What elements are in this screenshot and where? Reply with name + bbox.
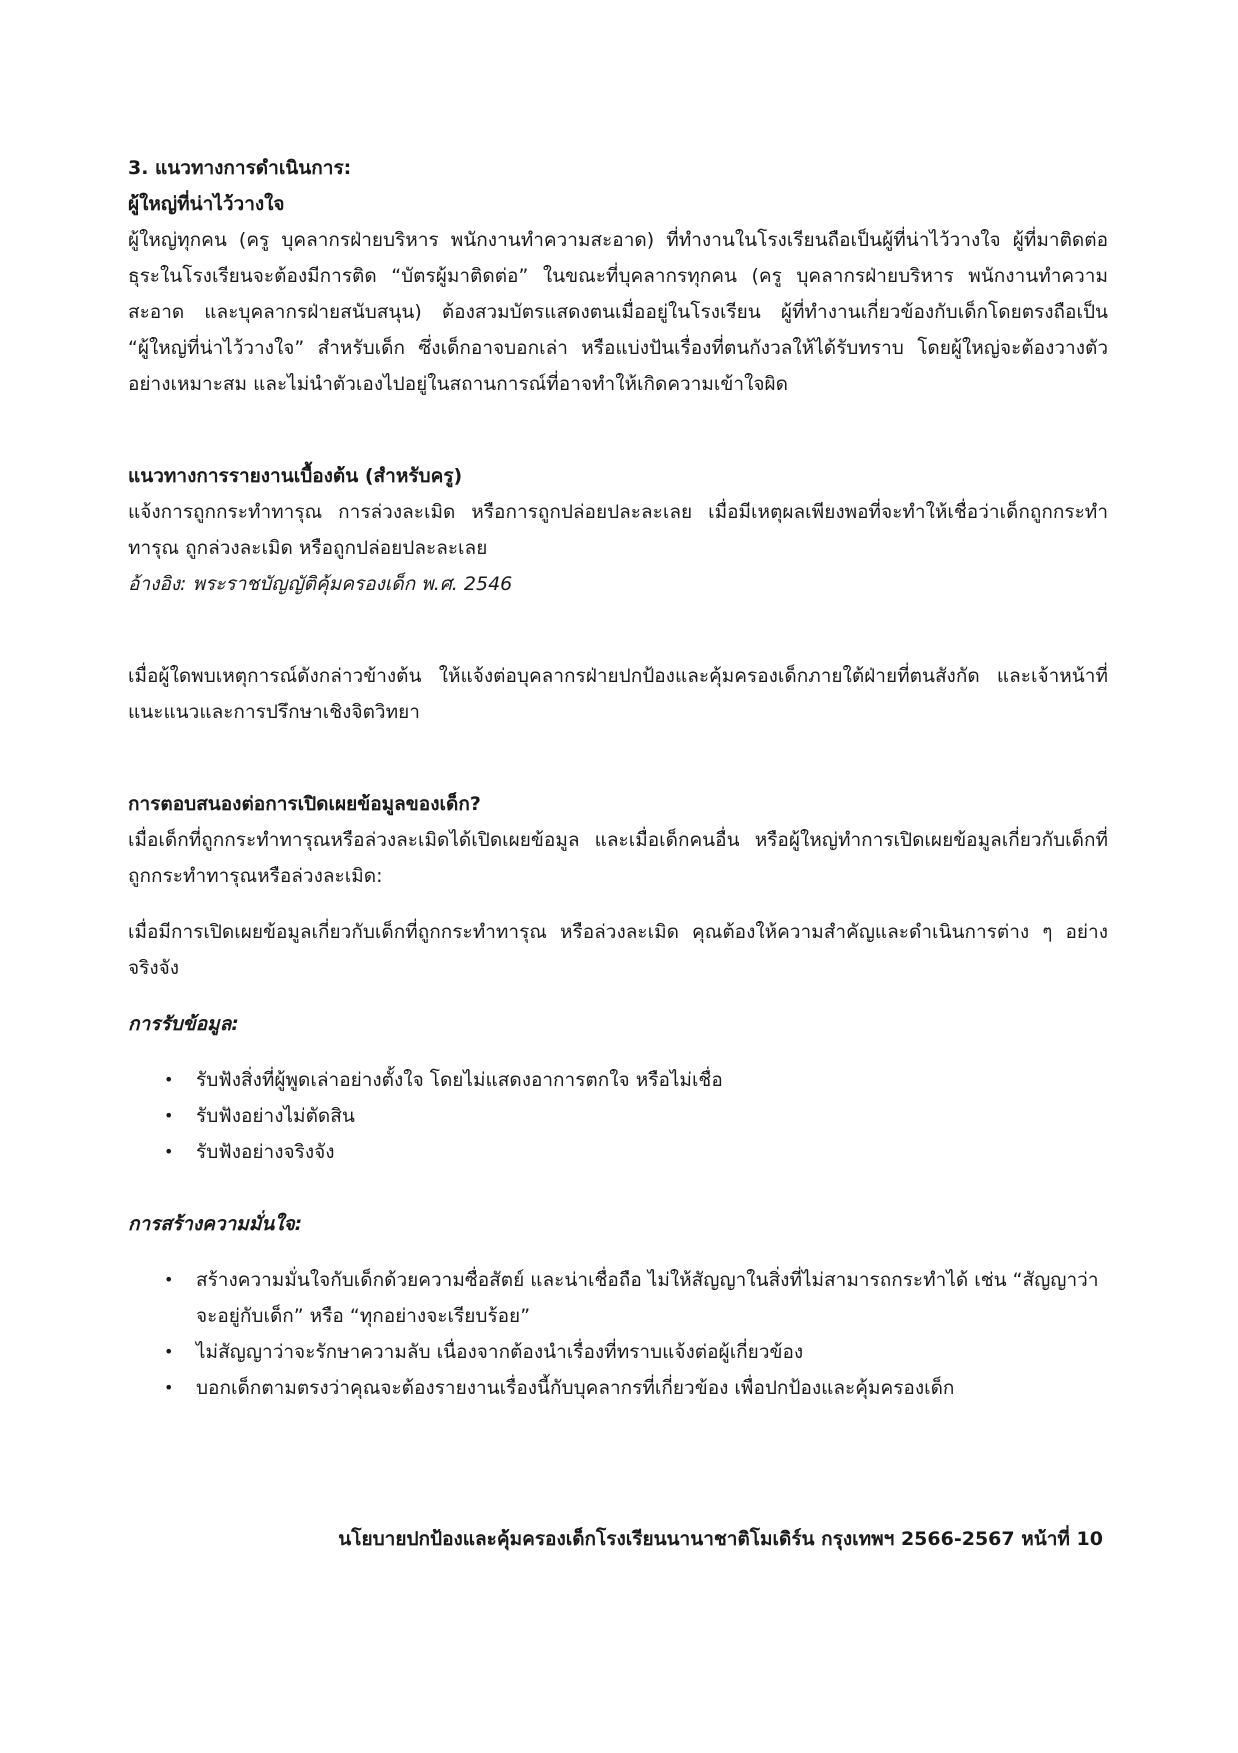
section-title-reporting: แนวทางการรายงานเบื้องต้น (สำหรับครู)	[128, 465, 463, 487]
list-item	[164, 1334, 1108, 1370]
subheading-confidence: การสร้างความมั่นใจ:	[128, 1213, 303, 1235]
list-item-text: ไม่สัญญาว่าจะรักษาความลับ เนื่องจากต้องนำเรื่องที่ทราบแจ้งต่อผู้เกี่ยวข้อง	[196, 1341, 804, 1363]
list-item	[164, 1134, 1108, 1170]
list-item	[164, 1098, 1108, 1134]
reference-text: อ้างอิง: พระราชบัญญัติคุ้มครองเด็ก พ.ศ. 2546	[128, 573, 513, 595]
bullet-icon: •	[164, 1342, 174, 1361]
bullet-icon: •	[164, 1270, 174, 1289]
receiving-list	[128, 1062, 1108, 1170]
confidence-list	[128, 1262, 1108, 1406]
list-item-text: รับฟังอย่างจริงจัง	[196, 1141, 335, 1163]
list-item-text: สร้างความมั่นใจกับเด็กด้วยความซื่อสัตย์ และน่าเชื่อถือ ไม่ให้สัญญาในสิ่งที่ไม่สามารถกระทำได้ เช่น “สัญญาว่าจะอยู่กับเด็ก” หรือ “ทุกอย่างจะเรียบร้อย”	[196, 1269, 1099, 1327]
list-item-text: รับฟังสิ่งที่ผู้พูดเล่าอย่างตั้งใจ โดยไม่แสดงอาการตกใจ หรือไม่เชื่อ	[196, 1069, 723, 1091]
list-item-text: บอกเด็กตามตรงว่าคุณจะต้องรายงานเรื่องนี้กับบุคลากรที่เกี่ยวข้อง เพื่อปกป้องและคุ้มครองเด็ก	[196, 1377, 955, 1399]
bullet-icon: •	[164, 1106, 174, 1125]
paragraph-disclosure-2: เมื่อมีการเปิดเผยข้อมูลเกี่ยวกับเด็กที่ถูกกระทำทารุณ หรือล่วงละเมิด คุณต้องให้ความสำคัญและดำเนินการต่าง ๆ อย่างจริงจัง	[128, 921, 1108, 979]
bullet-icon: •	[164, 1070, 174, 1089]
page-footer: นโยบายปกป้องและคุ้มครองเด็กโรงเรียนนานาชาติโมเดิร์น กรุงเทพฯ 2566-2567 หน้าที่ 10	[338, 1528, 1103, 1550]
section-title-disclosure: การตอบสนองต่อการเปิดเผยข้อมูลของเด็ก?	[128, 793, 481, 815]
subheading-receiving: การรับข้อมูล:	[128, 1013, 239, 1035]
bullet-icon: •	[164, 1142, 174, 1161]
list-item-text: รับฟังอย่างไม่ตัดสิน	[196, 1105, 355, 1127]
section-title-guidelines: 3. แนวทางการดำเนินการ:	[128, 157, 352, 179]
paragraph-reporting: แจ้งการถูกกระทำทารุณ การล่วงละเมิด หรือการถูกปล่อยปละละเลย เมื่อมีเหตุผลเพียงพอที่จะทำให้เชื่อว่าเด็กถูกกระทำทารุณ ถูกล่วงละเมิด หรือถูกปล่อยปละละเลย	[128, 501, 1108, 559]
bullet-icon: •	[164, 1378, 174, 1397]
section-subtitle-trusted-adult: ผู้ใหญ่ที่น่าไว้วางใจ	[128, 193, 285, 215]
paragraph-trusted-adult: ผู้ใหญ่ทุกคน (ครู บุคลากรฝ่ายบริหาร พนักงานทำความสะอาด) ที่ทำงานในโรงเรียนถือเป็นผู้ที่น่าไว้วางใจ ผู้ที่มาติดต่อธุระในโรงเรียนจะต้องมีการติด “บัตรผู้มาติดต่อ” ในขณะที่บุคลากรทุกคน (ครู บุคลากรฝ่ายบริหาร พนักงานทำความสะอาด และบุคลากรฝ่ายสนับสนุน) ต้องสวมบัตรแสดงตนเมื่ออยู่ในโรงเรียน ผู้ที่ทำงานเกี่ยวข้องกับเด็กโดยตรงถือเป็น “ผู้ใหญ่ที่น่าไว้วางใจ” สำหรับเด็ก ซึ่งเด็กอาจบอกเล่า หรือแบ่งปันเรื่องที่ตนกังวลให้ได้รับทราบ โดยผู้ใหญ่จะต้องวางตัวอย่างเหมาะสม และไม่นำตัวเองไปอยู่ในสถานการณ์ที่อาจทำให้เกิดความเข้าใจผิด	[128, 229, 1108, 395]
paragraph-reporting-followup: เมื่อผู้ใดพบเหตุการณ์ดังกล่าวข้างต้น ให้แจ้งต่อบุคลากรฝ่ายปกป้องและคุ้มครองเด็กภายใต้ฝ่ายที่ตนสังกัด และเจ้าหน้าที่แนะแนวและการปรึกษาเชิงจิตวิทยา	[128, 665, 1108, 723]
list-item	[164, 1262, 1108, 1334]
list-item	[164, 1370, 1108, 1406]
paragraph-disclosure: เมื่อเด็กที่ถูกกระทำทารุณหรือล่วงละเมิดได้เปิดเผยข้อมูล และเมื่อเด็กคนอื่น หรือผู้ใหญ่ทำการเปิดเผยข้อมูลเกี่ยวกับเด็กที่ถูกกระทำทารุณหรือล่วงละเมิด:	[128, 829, 1108, 887]
document-page	[128, 150, 1108, 1406]
list-item	[164, 1062, 1108, 1098]
